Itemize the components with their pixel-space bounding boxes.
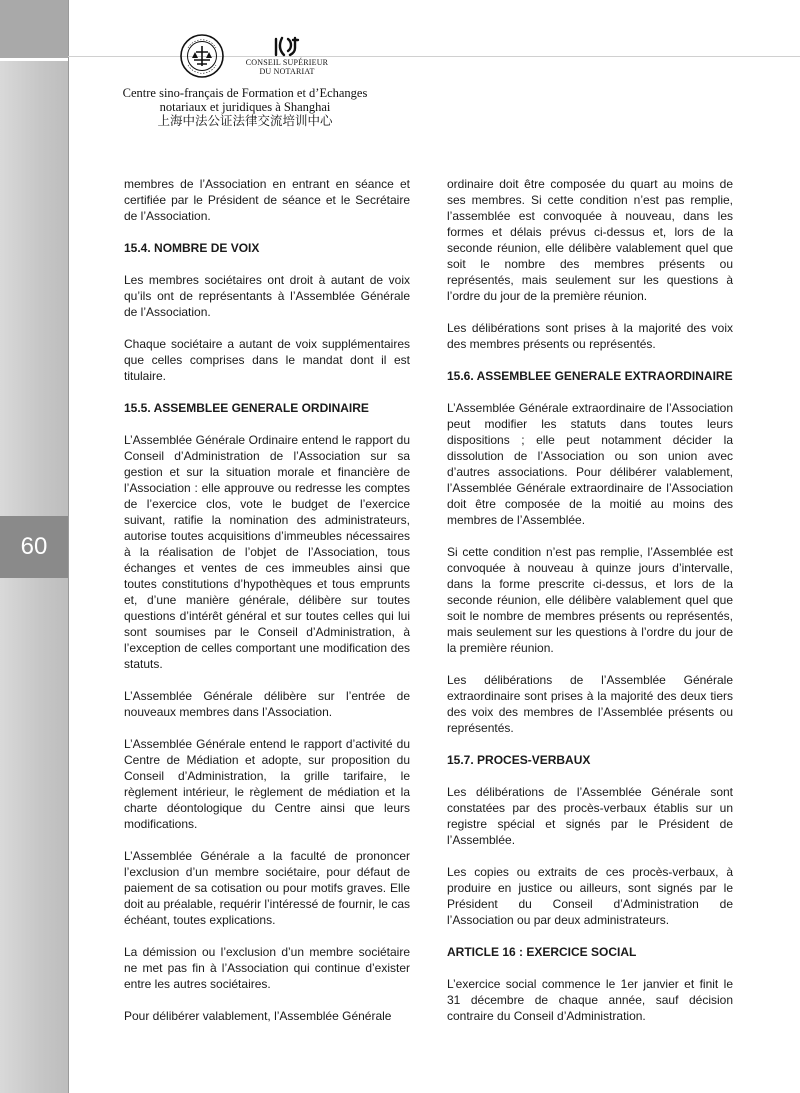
page-number: 60 <box>20 533 48 560</box>
body-paragraph: Les délibérations sont prises à la majorité des voix des membres présents ou représentés. <box>447 321 733 351</box>
body-paragraph: Les délibérations de l’Assemblée Générale extraordinaire sont prises à la majorité des deux tiers des voix des membres de l’Assemblée présents ou représentés. <box>447 673 733 735</box>
body-paragraph: L’Assemblée Générale a la faculté de prononcer l’exclusion d’un membre sociétaire, pour défaut de paiement de sa cotisation ou pour motifs graves. Elle doit au préalable, requérir l’intéressé de fournir, le cas échéant, toutes explications. <box>124 849 410 927</box>
header-logos <box>180 34 340 84</box>
csn-logo-text <box>232 58 342 76</box>
section-heading: 15.7. PROCES-VERBAUX <box>447 753 591 767</box>
shanghai-notary-seal-logo <box>180 34 224 78</box>
training-center-name <box>120 86 370 128</box>
body-paragraph: L’Assemblée Générale Ordinaire entend le rapport du Conseil d’Administration de l’Association sur sa gestion et sur la situation morale et financière de l’Association : elle approuve ou redresse les comptes de l’exercice clos, vote le budget de l’exercice suivant, ratifie la nomination des administrateurs, autorise toutes acquisitions d’immeubles nécessaires à la réalisation de l’objet de l’Association, tous échanges et ventes de ces immeubles ainsi que toutes constitutions d’hypothèques et tous emprunts et, d’une manière générale, délibère sur toutes questions d’intérêt général et sur toutes celles qui lui sont soumises par le Conseil d’Administration, à l’exception de celles comportant une modification des statuts. <box>124 433 410 671</box>
conseil-superieur-notariat-logo <box>232 36 342 82</box>
body-paragraph: Pour délibérer valablement, l’Assemblée Générale <box>124 1009 392 1023</box>
side-bar-top-block <box>0 0 68 61</box>
section-heading: ARTICLE 16 : EXERCICE SOCIAL <box>447 945 637 959</box>
body-paragraph: L’Assemblée Générale délibère sur l’entrée de nouveaux membres dans l’Association. <box>124 689 410 719</box>
body-paragraph: Les membres sociétaires ont droit à autant de voix qu’ils ont de représentants à l’Assemblée Générale de l’Association. <box>124 273 410 319</box>
body-paragraph: L’exercice social commence le 1er janvier et finit le 31 décembre de chaque année, sauf décision contraire du Conseil d’Administration. <box>447 977 733 1023</box>
body-paragraph: Les délibérations de l’Assemblée Générale sont constatées par des procès-verbaux établis sur un registre spécial et signés par le Président de l’Assemblée. <box>447 785 733 847</box>
center-name-line-3: 上海中法公证法律交流培训中心 <box>157 114 333 128</box>
body-paragraph: Chaque sociétaire a autant de voix supplémentaires que celles comprises dans le mandat dont il est titulaire. <box>124 337 410 383</box>
body-paragraph: Si cette condition n’est pas remplie, l’Assemblée est convoquée à nouveau à quinze jours d’intervalle, dans la forme prescrite ci-dessus, et lors de la seconde réunion, elle délibère valablement quel que soit le nombre de membres présents ou représentés, mais seulement sur les questions à l’ordre du jour de la première réunion. <box>447 545 733 655</box>
section-heading: 15.6. ASSEMBLEE GENERALE EXTRAORDINAIRE <box>447 369 733 383</box>
page-number-tab <box>0 516 68 578</box>
csn-logo-line-2: DU NOTARIAT <box>259 67 315 76</box>
center-name-line-1: Centre sino-français de Formation et d’Echanges <box>122 86 368 100</box>
header-divider <box>68 56 800 57</box>
right-text-column <box>447 176 733 1040</box>
body-paragraph: L’Assemblée Générale entend le rapport d’activité du Centre de Médiation et adopte, sur proposition du Conseil d’Administration, la grille tarifaire, le règlement intérieur, le règlement de médiation et la charte déontologique du Centre ainsi que leurs modifications. <box>124 737 410 831</box>
csn-logo-line-1: CONSEIL SUPÉRIEUR <box>245 58 329 67</box>
body-paragraph: Les copies ou extraits de ces procès-verbaux, à produire en justice ou ailleurs, sont signés par le Président du Conseil d’Administration de l’Association ou par deux administrateurs. <box>447 865 733 927</box>
body-paragraph: La démission ou l’exclusion d’un membre sociétaire ne met pas fin à l’Association qui continue d’exister entre les autres sociétaires. <box>124 945 410 991</box>
center-name-line-2: notariaux et juridiques à Shanghai <box>159 100 331 114</box>
body-paragraph: ordinaire doit être composée du quart au moins de ses membres. Si cette condition n’est pas remplie, l’assemblée est convoquée à nouveau, dans les formes et délais prévus ci-dessus et, lors de la seconde réunion, elle délibère valablement quel que soit le nombre des membres présents ou représentés, mais seulement sur les questions à l’ordre du jour de la première réunion. <box>447 177 733 303</box>
body-paragraph: L’Assemblée Générale extraordinaire de l’Association peut modifier les statuts dans toutes leurs dispositions ; elle peut notamment décider la dissolution de l’Association ou son union avec d’autres associations. Pour délibérer valablement, l’Assemblée Générale extraordinaire de l’Association doit être composée de la moitié au moins des membres de l’Assemblée. <box>447 401 733 527</box>
left-text-column <box>124 176 410 1040</box>
notariat-emblem-icon <box>232 36 342 58</box>
section-heading: 15.4. NOMBRE DE VOIX <box>124 241 260 255</box>
section-heading: 15.5. ASSEMBLEE GENERALE ORDINAIRE <box>124 401 369 415</box>
body-paragraph: membres de l’Association en entrant en séance et certifiée par le Président de séance et le Secrétaire de l’Association. <box>124 177 410 223</box>
side-margin-bar <box>0 0 69 1093</box>
